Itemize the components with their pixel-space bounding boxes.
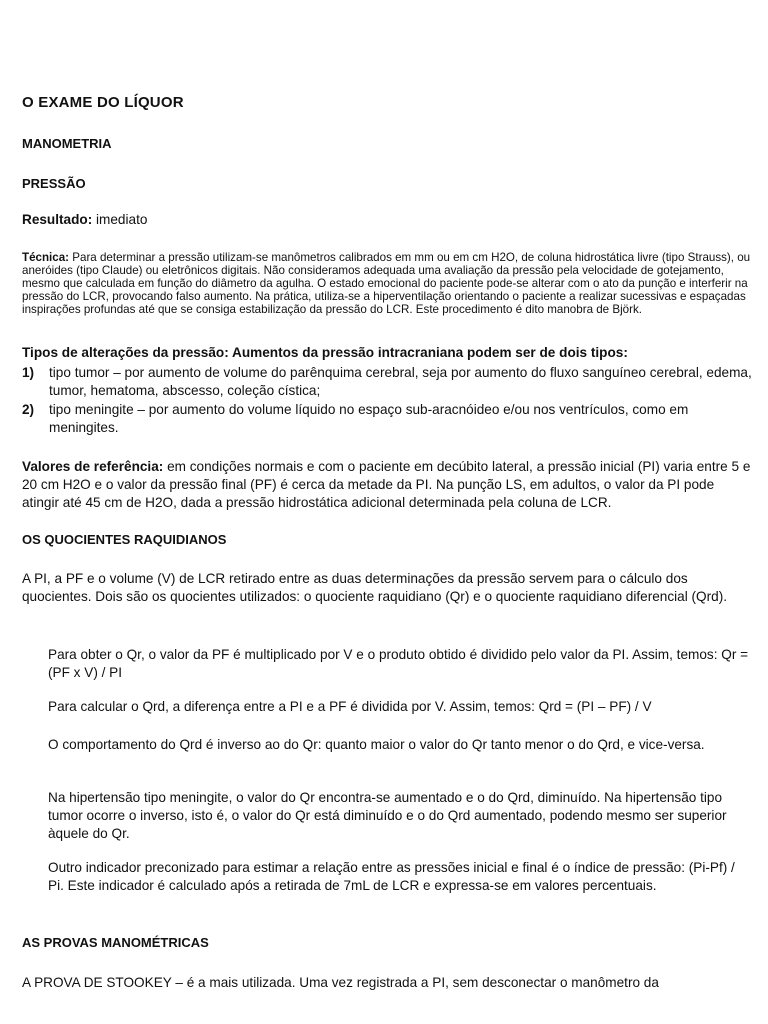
resultado-paragraph: [22, 211, 754, 229]
list-item: [22, 364, 754, 400]
resultado-text: imediato: [92, 212, 148, 227]
list-item-number: 2): [22, 402, 35, 417]
list-item: [22, 401, 754, 437]
valores-text: em condições normais e com o paciente em decúbito lateral, a pressão inicial (PI) varia entre 5 e 20 cm H2O e o valor da pressão final (PF) é cerca da metade da PI. Na punção LS, em adultos, o valor da PI pode atingir até 45 cm de H2O, dada a pressão hidrostática adicional determinada pela coluna de LCR.: [22, 459, 751, 510]
heading-quocientes: OS QUOCIENTES RAQUIDIANOS: [22, 532, 227, 547]
tecnica-text: Para determinar a pressão utilizam-se manômetros calibrados em mm ou em cm H2O, de coluna hidrostática livre (tipo Strauss), ou aneróides (tipo Claude) ou eletrônicos digitais. Não consideramos adequada uma avaliação da pressão pela velocidade de gotejamento, mesmo que calculada em função do diâmetro da agulha. O estado emocional do paciente pode-se alterar com o ato da punção e interferir na pressão do LCR, provocando falso aumento. Na prática, utiliza-se a hiperventilação orientando o paciente a realizar sucessivas e espaçadas inspirações profundas até que se consiga estabilização da pressão do LCR. Este procedimento é dito manobra de Björk.: [22, 251, 751, 316]
paragraph-indice: Outro indicador preconizado para estimar a relação entre as pressões inicial e final é o índice de pressão: (Pi-Pf) / Pi. Este indicador é calculado após a retirada de 7mL de LCR e expressa-se em valores percentuais.: [48, 860, 735, 893]
valores-label: Valores de referência:: [22, 459, 164, 474]
quocientes-intro: A PI, a PF e o volume (V) de LCR retirado entre as duas determinações da pressão servem para o cálculo dos quocientes. Dois são os quocientes utilizados: o quociente raquidiano (Qr) e o quociente raquidiano diferencial (Qrd).: [22, 571, 728, 604]
heading-pressao: PRESSÃO: [22, 176, 86, 191]
heading-provas: AS PROVAS MANOMÉTRICAS: [22, 935, 209, 950]
paragraph-comportamento: O comportamento do Qrd é inverso ao do Qr: quanto maior o valor do Qr tanto menor o do Qrd, e vice-versa.: [48, 737, 705, 752]
valores-paragraph: [22, 458, 754, 512]
list-item-number: 1): [22, 365, 35, 380]
heading-manometria: MANOMETRIA: [22, 136, 112, 151]
tipos-heading: Tipos de alterações da pressão: Aumentos da pressão intracraniana podem ser de dois tipos:: [22, 345, 628, 360]
paragraph-qrd: Para calcular o Qrd, a diferença entre a PI e a PF é dividida por V. Assim, temos: Qrd = (PI – PF) / V: [48, 699, 652, 714]
list-item-text: tipo tumor – por aumento de volume do parênquima cerebral, seja por aumento do fluxo sanguíneo cerebral, edema, tumor, hematoma, abscesso, coleção cística;: [49, 365, 752, 398]
document-title: O EXAME DO LÍQUOR: [22, 94, 184, 111]
resultado-label: Resultado:: [22, 212, 93, 227]
tecnica-label: Técnica:: [22, 251, 70, 264]
tecnica-paragraph: [22, 251, 754, 316]
paragraph-hipertensao: Na hipertensão tipo meningite, o valor do Qr encontra-se aumentado e o do Qrd, diminuído. Na hipertensão tipo tumor ocorre o inverso, isto é, o valor do Qr está diminuído e o do Qrd aumentado, podendo mesmo ser superior àquele do Qr.: [48, 790, 727, 841]
paragraph-qr: Para obter o Qr, o valor da PF é multiplicado por V e o produto obtido é dividido pelo valor da PI. Assim, temos: Qr = (PF x V) / PI: [48, 647, 749, 680]
stookey-paragraph: A PROVA DE STOOKEY – é a mais utilizada. Uma vez registrada a PI, sem desconectar o manômetro da: [22, 975, 659, 990]
list-item-text: tipo meningite – por aumento do volume líquido no espaço sub-aracnóideo e/ou nos ventrículos, como em meningites.: [49, 402, 689, 435]
